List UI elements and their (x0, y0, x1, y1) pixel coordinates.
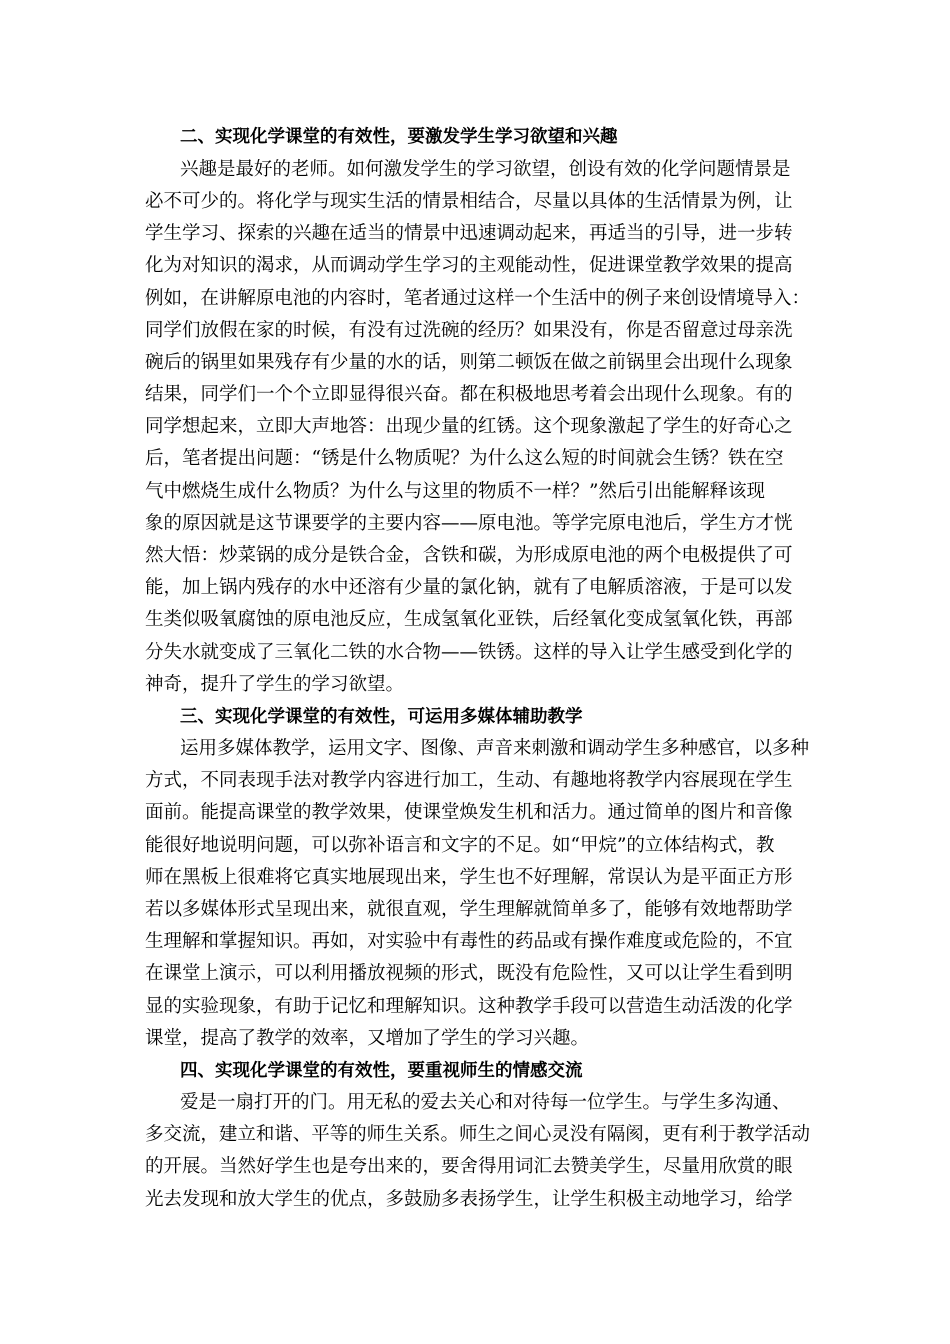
paragraph-line: 师在黑板上很难将它真实地展现出来，学生也不好理解，常误认为是平面正方形 (145, 867, 793, 888)
section-4-heading: 四、实现化学课堂的有效性，要重视师生的情感交流 (180, 1061, 583, 1081)
section-3-heading: 三、实现化学课堂的有效性，可运用多媒体辅助教学 (180, 707, 583, 727)
paragraph-line: 显的实验现象，有助于记忆和理解知识。这种教学手段可以营造生动活泼的化学 (145, 996, 793, 1017)
paragraph-line: 光去发现和放大学生的优点，多鼓励多表扬学生，让学生积极主动地学习，给学 (145, 1189, 793, 1210)
paragraph-line: 的开展。当然好学生也是夸出来的，要舍得用词汇去赞美学生，尽量用欣赏的眼 (145, 1156, 793, 1177)
paragraph-line: 生理解和掌握知识。再如，对实验中有毒性的药品或有操作难度或危险的，不宜 (145, 931, 793, 952)
section-2-heading: 二、实现化学课堂的有效性，要激发学生学习欲望和兴趣 (180, 127, 618, 147)
paragraph-line: 在课堂上演示，可以利用播放视频的形式，既没有危险性，又可以让学生看到明 (145, 963, 793, 984)
paragraph-line: 若以多媒体形式呈现出来，就很直观，学生理解就简单多了，能够有效地帮助学 (145, 899, 793, 920)
paragraph-line: 兴趣是最好的老师。如何激发学生的学习欲望，创设有效的化学问题情景是 (180, 159, 791, 180)
paragraph-line: 爱是一扇打开的门。用无私的爱去关心和对待每一位学生。与学生多沟通、 (180, 1092, 791, 1113)
paragraph-line: 后，笔者提出问题：“锈是什么物质呢？为什么这么短的时间就会生锈？铁在空 (145, 448, 784, 469)
paragraph-line: 课堂，提高了教学的效率，又增加了学生的学习兴趣。 (145, 1028, 590, 1049)
paragraph-line: 能很好地说明问题，可以弥补语言和文字的不足。如“甲烷”的立体结构式，教 (145, 835, 775, 856)
paragraph-line: 同学们放假在家的时候，有没有过洗碗的经历？如果没有，你是否留意过母亲洗 (145, 320, 793, 341)
paragraph-line: 方式，不同表现手法对教学内容进行加工，生动、有趣地将教学内容展现在学生 (145, 770, 793, 791)
paragraph-line: 必不可少的。将化学与现实生活的情景相结合，尽量以具体的生活情景为例，让 (145, 191, 793, 212)
paragraph-line: 气中燃烧生成什么物质？为什么与这里的物质不一样？”然后引出能解释该现 (145, 481, 765, 502)
paragraph-line: 生类似吸氧腐蚀的原电池反应，生成氢氧化亚铁，后经氧化变成氢氧化铁，再部 (145, 609, 793, 630)
paragraph-line: 神奇，提升了学生的学习欲望。 (145, 674, 405, 695)
paragraph-line: 碗后的锅里如果残存有少量的水的话，则第二顿饭在做之前锅里会出现什么现象 (145, 352, 793, 373)
paragraph-line: 然大悟：炒菜锅的成分是铁合金，含铁和碳，为形成原电池的两个电极提供了可 (145, 545, 793, 566)
paragraph-line: 同学想起来，立即大声地答：出现少量的红锈。这个现象激起了学生的好奇心之 (145, 416, 793, 437)
paragraph-line: 例如，在讲解原电池的内容时，笔者通过这样一个生活中的例子来创设情境导入： (145, 288, 810, 309)
paragraph-line: 多交流，建立和谐、平等的师生关系。师生之间心灵没有隔阂，更有利于教学活动 (145, 1124, 810, 1145)
paragraph-line: 运用多媒体教学，运用文字、图像、声音来刺激和调动学生多种感官，以多种 (180, 738, 810, 759)
paragraph-line: 分失水就变成了三氧化二铁的水合物——铁锈。这样的导入让学生感受到化学的 (145, 642, 793, 663)
paragraph-line: 结果，同学们一个个立即显得很兴奋。都在积极地思考着会出现什么现象。有的 (145, 384, 793, 405)
paragraph-line: 化为对知识的渴求，从而调动学生学习的主观能动性，促进课堂教学效果的提高 (145, 255, 793, 276)
paragraph-line: 能，加上锅内残存的水中还溶有少量的氯化钠，就有了电解质溶液，于是可以发 (145, 577, 793, 598)
paragraph-line: 学生学习、探索的兴趣在适当的情景中迅速调动起来，再适当的引导，进一步转 (145, 223, 793, 244)
paragraph-line: 象的原因就是这节课要学的主要内容——原电池。等学完原电池后，学生方才恍 (145, 513, 793, 534)
paragraph-line: 面前。能提高课堂的教学效果，使课堂焕发生机和活力。通过简单的图片和音像 (145, 802, 793, 823)
